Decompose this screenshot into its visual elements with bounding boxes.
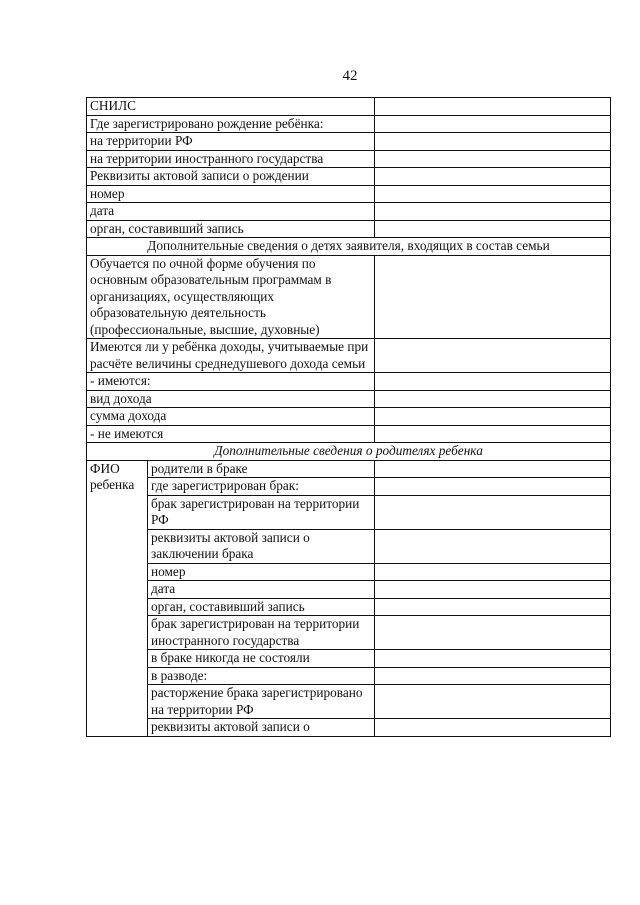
fio-label: ФИО ребенка: [87, 460, 148, 736]
value-cell[interactable]: [375, 185, 611, 203]
table-row: [87, 685, 611, 719]
field-label: на территории РФ: [87, 133, 375, 151]
section-header-row: [87, 443, 611, 461]
table-row: [87, 115, 611, 133]
field-label: реквизиты актовой записи о: [148, 719, 375, 737]
field-label: в разводе:: [148, 667, 375, 685]
field-label: дата: [148, 581, 375, 599]
field-label: Обучается по очной форме обучения по основным образовательным программам в организациях, осуществляющих образовательную деятельность (профессиональные, высшие, духовные): [87, 255, 375, 339]
field-label: орган, составивший запись: [148, 598, 375, 616]
table-row: [87, 529, 611, 563]
value-cell[interactable]: [375, 616, 611, 650]
field-label: номер: [148, 563, 375, 581]
section-title-parents: Дополнительные сведения о родителях ребенка: [87, 443, 611, 461]
table-row: [87, 495, 611, 529]
value-cell[interactable]: [375, 98, 611, 116]
field-label: где зарегистрирован брак:: [148, 478, 375, 496]
field-label: на территории иностранного государства: [87, 150, 375, 168]
field-label: родители в браке: [148, 460, 375, 478]
table-row: [87, 460, 611, 478]
section-title-children: Дополнительные сведения о детях заявителя, входящих в состав семьи: [87, 238, 611, 256]
page-number: 42: [342, 68, 358, 84]
table-row: [87, 563, 611, 581]
table-row: [87, 255, 611, 339]
table-row: [87, 98, 611, 116]
value-cell[interactable]: [375, 255, 611, 339]
field-label: Где зарегистрировано рождение ребёнка:: [87, 115, 375, 133]
table-row: [87, 185, 611, 203]
table-row: [87, 581, 611, 599]
field-label: дата: [87, 203, 375, 221]
table-row: [87, 373, 611, 391]
value-cell[interactable]: [375, 685, 611, 719]
value-cell[interactable]: [375, 460, 611, 478]
value-cell[interactable]: [375, 667, 611, 685]
value-cell[interactable]: [375, 408, 611, 426]
table-row: [87, 598, 611, 616]
value-cell[interactable]: [375, 478, 611, 496]
field-label: Реквизиты актовой записи о рождении: [87, 168, 375, 186]
table-row: [87, 478, 611, 496]
value-cell[interactable]: [375, 598, 611, 616]
value-cell[interactable]: [375, 373, 611, 391]
table-row: [87, 425, 611, 443]
value-cell[interactable]: [375, 563, 611, 581]
value-cell[interactable]: [375, 339, 611, 373]
value-cell[interactable]: [375, 425, 611, 443]
value-cell[interactable]: [375, 581, 611, 599]
field-label: сумма дохода: [87, 408, 375, 426]
table-row: [87, 220, 611, 238]
section-header-row: [87, 238, 611, 256]
table-row: [87, 339, 611, 373]
value-cell[interactable]: [375, 529, 611, 563]
value-cell[interactable]: [375, 390, 611, 408]
form-table: [86, 97, 611, 737]
table-row: [87, 719, 611, 737]
field-label: - имеются:: [87, 373, 375, 391]
field-label: вид дохода: [87, 390, 375, 408]
field-label: брак зарегистрирован на территории иностранного государства: [148, 616, 375, 650]
table-row: [87, 168, 611, 186]
field-label: - не имеются: [87, 425, 375, 443]
value-cell[interactable]: [375, 203, 611, 221]
table-row: [87, 390, 611, 408]
field-label: номер: [87, 185, 375, 203]
table-row: [87, 650, 611, 668]
value-cell[interactable]: [375, 220, 611, 238]
table-row: [87, 667, 611, 685]
value-cell[interactable]: [375, 168, 611, 186]
value-cell[interactable]: [375, 115, 611, 133]
table-row: [87, 408, 611, 426]
table-row: [87, 133, 611, 151]
field-label: брак зарегистрирован на территории РФ: [148, 495, 375, 529]
value-cell[interactable]: [375, 150, 611, 168]
field-label: расторжение брака зарегистрировано на территории РФ: [148, 685, 375, 719]
value-cell[interactable]: [375, 650, 611, 668]
field-label: в браке никогда не состояли: [148, 650, 375, 668]
table-row: [87, 203, 611, 221]
field-label: реквизиты актовой записи о заключении брака: [148, 529, 375, 563]
value-cell[interactable]: [375, 495, 611, 529]
table-row: [87, 616, 611, 650]
field-label: орган, составивший запись: [87, 220, 375, 238]
table-row: [87, 150, 611, 168]
value-cell[interactable]: [375, 133, 611, 151]
field-label: СНИЛС: [87, 98, 375, 116]
value-cell[interactable]: [375, 719, 611, 737]
field-label: Имеются ли у ребёнка доходы, учитываемые при расчёте величины среднедушевого дохода семьи: [87, 339, 375, 373]
